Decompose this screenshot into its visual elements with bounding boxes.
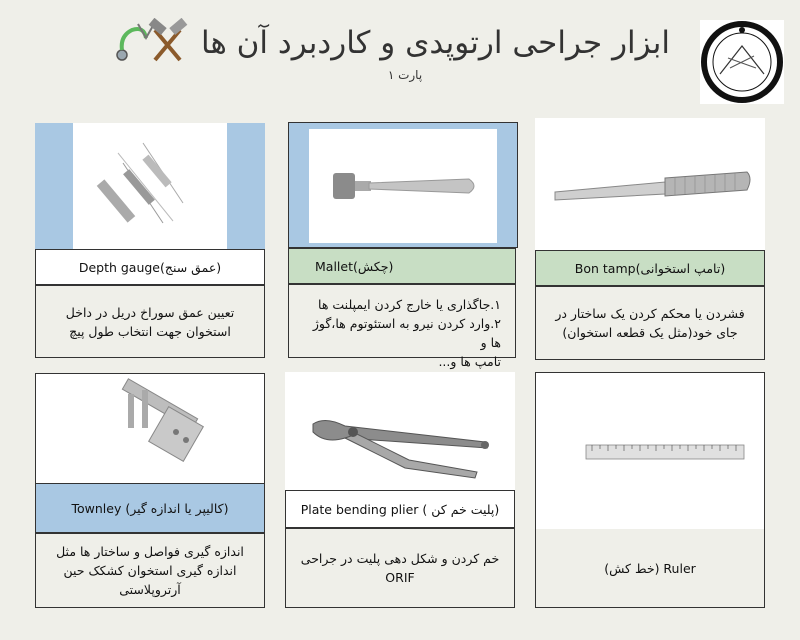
mallet-description-line: ۱.جاگذاری یا خارج کردن ایمپلنت ها <box>318 297 501 312</box>
plier-description: خم کردن و شکل دهی پلیت در جراحی ORIF <box>285 528 515 608</box>
depth-gauge-icon <box>97 143 183 223</box>
depth-gauge-description: تعیین عمق سوراخ دریل در داخل استخوان جهت انتخاب طول پیچ <box>35 285 265 358</box>
townley-label: Townley (کالیپر یا اندازه گیر) <box>35 483 265 533</box>
stethoscope-icon <box>117 24 154 60</box>
depth-gauge-image-panel <box>35 123 265 249</box>
header-emojis <box>110 18 190 64</box>
university-seal-logo <box>700 20 784 104</box>
ruler-image-panel <box>536 373 764 529</box>
bone-tamp-label: Bon tamp(تامپ استخوانی) <box>535 250 765 286</box>
bone-tamp-description: فشردن یا محکم کردن یک ساختار در جای خود(مثل یک قطعه استخوان) <box>535 286 765 360</box>
mallet-description-line: ۲.وارد کردن نیرو به استئوتوم ها،گوژ ها و <box>312 316 501 350</box>
ruler-label: Ruler (خط کش) <box>604 560 696 576</box>
depth-gauge-label: Depth gauge(عمق سنج) <box>35 249 265 285</box>
plier-label: Plate bending plier ( پلیت خم کن) <box>285 490 515 528</box>
page-title: ابزار جراحی ارتوپدی و کاردبرد آن ها <box>201 25 670 61</box>
caliper-icon <box>122 379 203 462</box>
page-subtitle: پارت ۱ <box>387 68 423 82</box>
bone-tamp-icon <box>555 172 750 200</box>
plier-icon <box>313 420 489 478</box>
hammer-pick-icon <box>149 18 188 60</box>
mallet-icon <box>333 173 474 199</box>
mallet-image-panel <box>288 122 518 248</box>
depth-gauge-photo <box>73 123 227 249</box>
mallet-label: Mallet(چکش) <box>288 248 516 284</box>
plier-image-panel <box>285 372 515 490</box>
townley-description: اندازه گیری فواصل و ساختار ها مثل اندازه گیری استخوان کشکک حین آرتروپلاستی <box>35 533 265 608</box>
mallet-description <box>288 284 516 369</box>
bone-tamp-image-panel <box>535 118 765 250</box>
townley-image-panel <box>35 373 265 483</box>
mallet-description-line: تامپ ها و... <box>438 354 501 369</box>
ruler-card-box <box>535 372 765 608</box>
ruler-icon <box>586 445 744 459</box>
mallet-photo <box>309 129 497 243</box>
